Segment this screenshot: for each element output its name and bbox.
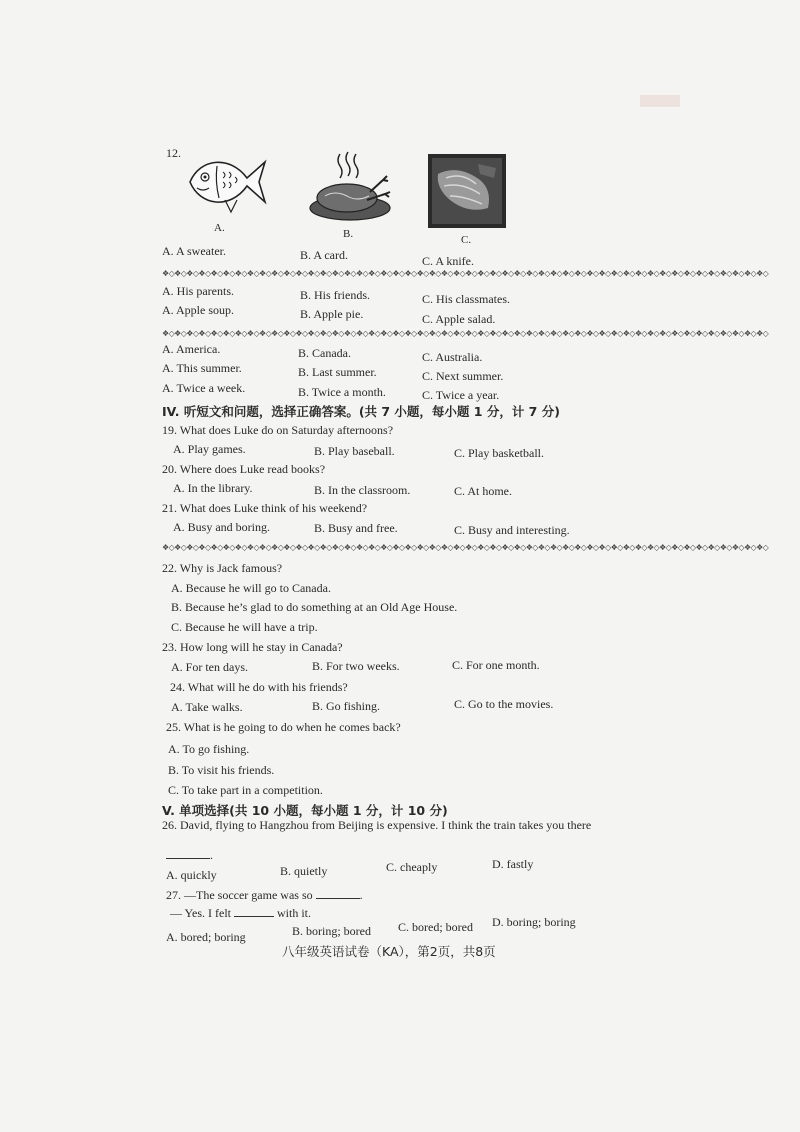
q25-option-a: A. To go fishing. bbox=[168, 742, 250, 756]
q15-option-b: B. Apple pie. bbox=[300, 307, 364, 321]
q22-option-c: C. Because he will have a trip. bbox=[171, 620, 318, 634]
q16-option-a: A. America. bbox=[162, 342, 221, 356]
q17-option-a: A. This summer. bbox=[162, 361, 242, 375]
roast-chicken-picture bbox=[305, 150, 395, 225]
q27-stem2-end: with it. bbox=[277, 906, 312, 920]
q27-option-b: B. boring; bored bbox=[292, 924, 371, 938]
q21-stem: 21. What does Luke think of his weekend? bbox=[162, 501, 368, 515]
q13-option-c: C. A knife. bbox=[422, 254, 475, 268]
q27-option-a: A. bored; boring bbox=[166, 930, 246, 944]
q27-stem1: 27. —The soccer game was so bbox=[166, 888, 313, 902]
q21-option-a: A. Busy and boring. bbox=[173, 520, 270, 534]
q16-option-b: B. Canada. bbox=[298, 346, 351, 360]
q15-option-c: C. Apple salad. bbox=[422, 312, 496, 326]
q12-number: 12. bbox=[166, 146, 181, 160]
section-divider: ❖◇❖◇❖◇❖◇❖◇❖◇❖◇❖◇❖◇❖◇❖◇❖◇❖◇❖◇❖◇❖◇❖◇❖◇❖◇❖◇❖◇❖◇❖◇❖◇❖◇❖◇❖◇❖◇❖◇❖◇❖◇❖◇❖◇❖◇❖◇❖◇❖◇❖◇❖◇❖◇❖◇❖◇❖◇❖◇❖◇❖◇❖◇❖◇❖◇❖◇ bbox=[162, 269, 769, 278]
q24-option-b: B. Go fishing. bbox=[312, 699, 381, 713]
q27-option-d: D. boring; boring bbox=[492, 915, 576, 929]
q20-stem: 20. Where does Luke read books? bbox=[162, 462, 326, 476]
q25-stem: 25. What is he going to do when he comes back? bbox=[166, 720, 401, 734]
q20-option-b: B. In the classroom. bbox=[314, 483, 411, 497]
q24-option-c: C. Go to the movies. bbox=[454, 697, 554, 711]
q27-line2 bbox=[170, 906, 311, 921]
q18-option-a: A. Twice a week. bbox=[162, 381, 246, 395]
q16-option-c: C. Australia. bbox=[422, 350, 483, 364]
answer-blank bbox=[234, 906, 274, 917]
q12-label-c: C. bbox=[461, 234, 472, 246]
q24-option-a: A. Take walks. bbox=[171, 700, 243, 714]
q26-option-d: D. fastly bbox=[492, 857, 534, 871]
q23-option-a: A. For ten days. bbox=[171, 660, 248, 674]
scan-mark bbox=[640, 95, 680, 107]
q19-option-b: B. Play baseball. bbox=[314, 444, 395, 458]
q17-option-c: C. Next summer. bbox=[422, 369, 504, 383]
q12-label-b: B. bbox=[343, 228, 354, 240]
q20-option-c: C. At home. bbox=[454, 484, 513, 498]
q20-option-a: A. In the library. bbox=[173, 481, 253, 495]
q22-option-a: A. Because he will go to Canada. bbox=[171, 581, 331, 595]
page-footer: 八年级英语试卷（KA），第2页，共8页 bbox=[282, 944, 496, 959]
q26-tail: . bbox=[210, 848, 213, 862]
q23-option-c: C. For one month. bbox=[452, 658, 540, 672]
q26-blank bbox=[166, 848, 213, 863]
q25-option-c: C. To take part in a competition. bbox=[168, 783, 323, 797]
q19-stem: 19. What does Luke do on Saturday afternoons? bbox=[162, 423, 394, 437]
q26-option-b: B. quietly bbox=[280, 864, 328, 878]
section-iv-heading: IV. 听短文和问题，选择正确答案。(共 7 小题，每小题 1 分，计 7 分) bbox=[162, 404, 560, 419]
q24-stem: 24. What will he do with his friends? bbox=[170, 680, 348, 694]
q17-option-b: B. Last summer. bbox=[298, 365, 377, 379]
q18-option-c: C. Twice a year. bbox=[422, 388, 500, 402]
q14-option-c: C. His classmates. bbox=[422, 292, 510, 306]
q27-option-c: C. bored; bored bbox=[398, 920, 473, 934]
q23-option-b: B. For two weeks. bbox=[312, 659, 400, 673]
q21-option-c: C. Busy and interesting. bbox=[454, 523, 570, 537]
q27-stem1-end: . bbox=[359, 888, 363, 902]
q27-line1 bbox=[166, 888, 363, 903]
fish-picture bbox=[185, 150, 270, 215]
q26-stem: 26. David, flying to Hangzhou from Beijing is expensive. I think the train takes you there bbox=[162, 818, 592, 832]
q18-option-b: B. Twice a month. bbox=[298, 385, 386, 399]
q13-option-b: B. A card. bbox=[300, 248, 348, 262]
q19-option-c: C. Play basketball. bbox=[454, 446, 544, 460]
q13-option-a: A. A sweater. bbox=[162, 244, 226, 258]
section-divider: ❖◇❖◇❖◇❖◇❖◇❖◇❖◇❖◇❖◇❖◇❖◇❖◇❖◇❖◇❖◇❖◇❖◇❖◇❖◇❖◇❖◇❖◇❖◇❖◇❖◇❖◇❖◇❖◇❖◇❖◇❖◇❖◇❖◇❖◇❖◇❖◇❖◇❖◇❖◇❖◇❖◇❖◇❖◇❖◇❖◇❖◇❖◇❖◇❖◇❖◇ bbox=[162, 329, 769, 338]
q21-option-b: B. Busy and free. bbox=[314, 521, 398, 535]
q19-option-a: A. Play games. bbox=[173, 442, 246, 456]
q14-option-a: A. His parents. bbox=[162, 284, 234, 298]
section-v-heading: V. 单项选择(共 10 小题，每小题 1 分，计 10 分) bbox=[162, 803, 448, 818]
q26-option-a: A. quickly bbox=[166, 868, 217, 882]
section-divider: ❖◇❖◇❖◇❖◇❖◇❖◇❖◇❖◇❖◇❖◇❖◇❖◇❖◇❖◇❖◇❖◇❖◇❖◇❖◇❖◇❖◇❖◇❖◇❖◇❖◇❖◇❖◇❖◇❖◇❖◇❖◇❖◇❖◇❖◇❖◇❖◇❖◇❖◇❖◇❖◇❖◇❖◇❖◇❖◇❖◇❖◇❖◇❖◇❖◇❖◇ bbox=[162, 543, 769, 552]
q22-stem: 22. Why is Jack famous? bbox=[162, 561, 283, 575]
answer-blank bbox=[166, 848, 210, 859]
q22-option-b: B. Because he’s glad to do something at an Old Age House. bbox=[171, 600, 458, 614]
knife-photo-picture bbox=[428, 154, 506, 228]
q15-option-a: A. Apple soup. bbox=[162, 303, 234, 317]
q14-option-b: B. His friends. bbox=[300, 288, 370, 302]
q27-stem2-start: — Yes. I felt bbox=[170, 906, 232, 920]
q25-option-b: B. To visit his friends. bbox=[168, 763, 275, 777]
q26-option-c: C. cheaply bbox=[386, 860, 438, 874]
answer-blank bbox=[316, 888, 360, 899]
q12-label-a: A. bbox=[214, 222, 225, 234]
q23-stem: 23. How long will he stay in Canada? bbox=[162, 640, 343, 654]
